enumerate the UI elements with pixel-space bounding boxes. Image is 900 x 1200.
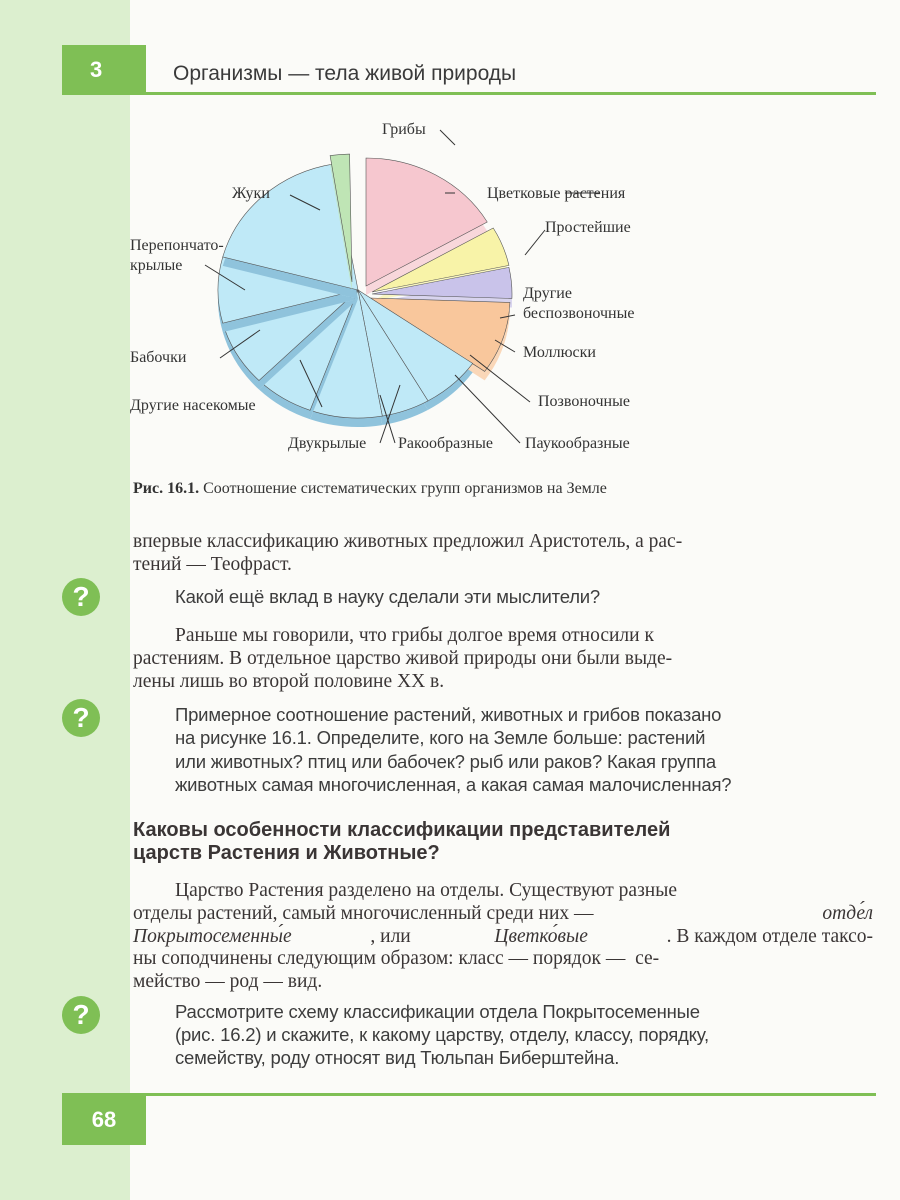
- chapter-number: 3: [90, 57, 103, 82]
- section-heading: царств Растения и Животные?: [133, 842, 440, 864]
- leader-line: [470, 355, 530, 402]
- text-line: отделы растений, самый многочисленный среди них — отде́л: [133, 903, 873, 924]
- leader-line: [455, 375, 520, 443]
- question-line: животных самая многочисленная, а какая самая малочисленная?: [175, 774, 732, 795]
- label-protozoa: Простейшие: [545, 219, 631, 236]
- question-icon: ?: [62, 699, 100, 737]
- label-molluscs: Моллюски: [523, 344, 596, 361]
- question-line: Какой ещё вклад в науку сделали эти мыслители?: [175, 586, 601, 607]
- page-number: 68: [91, 1107, 117, 1132]
- chapter-title: Организмы — тела живой природы: [173, 62, 517, 85]
- text-line: тений — Теофраст.: [133, 554, 292, 575]
- label-fungi: Грибы: [382, 121, 426, 138]
- label-other-insects: Другие насекомые: [130, 397, 256, 414]
- label-other-invertebrates-1: Другие: [523, 285, 572, 302]
- text-line: растениям. В отдельное царство живой природы они были выде-: [133, 648, 673, 669]
- leader-line: [440, 130, 455, 145]
- question-icon: ?: [62, 578, 100, 616]
- label-beetles: Жуки: [232, 185, 270, 202]
- question-line: Рассмотрите схему классификации отдела Покрытосеменные: [175, 1001, 700, 1022]
- text-line: Покрытосеменны́е , или Цветко́вые . В каждом отделе таксо-: [133, 926, 873, 947]
- question-icon: ?: [62, 996, 100, 1034]
- question-line: (рис. 16.2) и скажите, к какому царству, отделу, классу, порядку,: [175, 1024, 709, 1045]
- label-arachnids: Паукообразные: [525, 435, 630, 452]
- text-line: ны соподчинены следующим образом: класс — порядок — се-: [133, 948, 660, 969]
- question-line: семейству, роду относят вид Тюльпан Биберштейна.: [175, 1047, 620, 1068]
- text-line: лены лишь во второй половине XX в.: [133, 671, 445, 692]
- question-line: на рисунке 16.1. Определите, кого на Земле больше: растений: [175, 727, 706, 748]
- organism-groups-pie-figure: [0, 0, 900, 520]
- caption-text: Соотношение систематических групп организмов на Земле: [203, 480, 607, 497]
- label-butterflies: Бабочки: [130, 349, 187, 366]
- question-line: или животных? птиц или бабочек? рыб или раков? Какая группа: [175, 751, 716, 772]
- leader-line: [525, 230, 545, 255]
- label-other-invertebrates-2: беспозвоночные: [523, 305, 635, 322]
- text-line: Раньше мы говорили, что грибы долгое время относили к: [175, 625, 654, 646]
- label-diptera: Двукрылые: [288, 435, 367, 452]
- section-heading: Каковы особенности классификации представителей: [133, 819, 671, 841]
- footer-divider: [62, 1093, 876, 1096]
- text-line: впервые классификацию животных предложил Аристотель, а рас-: [133, 531, 683, 552]
- text-line: мейство — род — вид.: [133, 971, 323, 992]
- question-line: Примерное соотношение растений, животных и грибов показано: [175, 704, 722, 725]
- label-hymenoptera-1: Перепончато-: [130, 237, 224, 254]
- page-number-badge: [62, 1095, 146, 1145]
- caption-number: Рис. 16.1.: [133, 480, 200, 497]
- figure-caption: [133, 480, 607, 498]
- label-hymenoptera-2: крылые: [130, 257, 183, 274]
- label-crustaceans: Ракообразные: [398, 435, 493, 452]
- label-flowering: Цветковые растения: [487, 185, 626, 202]
- label-vertebrates: Позвоночные: [538, 393, 630, 410]
- text-line: Царство Растения разделено на отделы. Существуют разные: [175, 880, 677, 901]
